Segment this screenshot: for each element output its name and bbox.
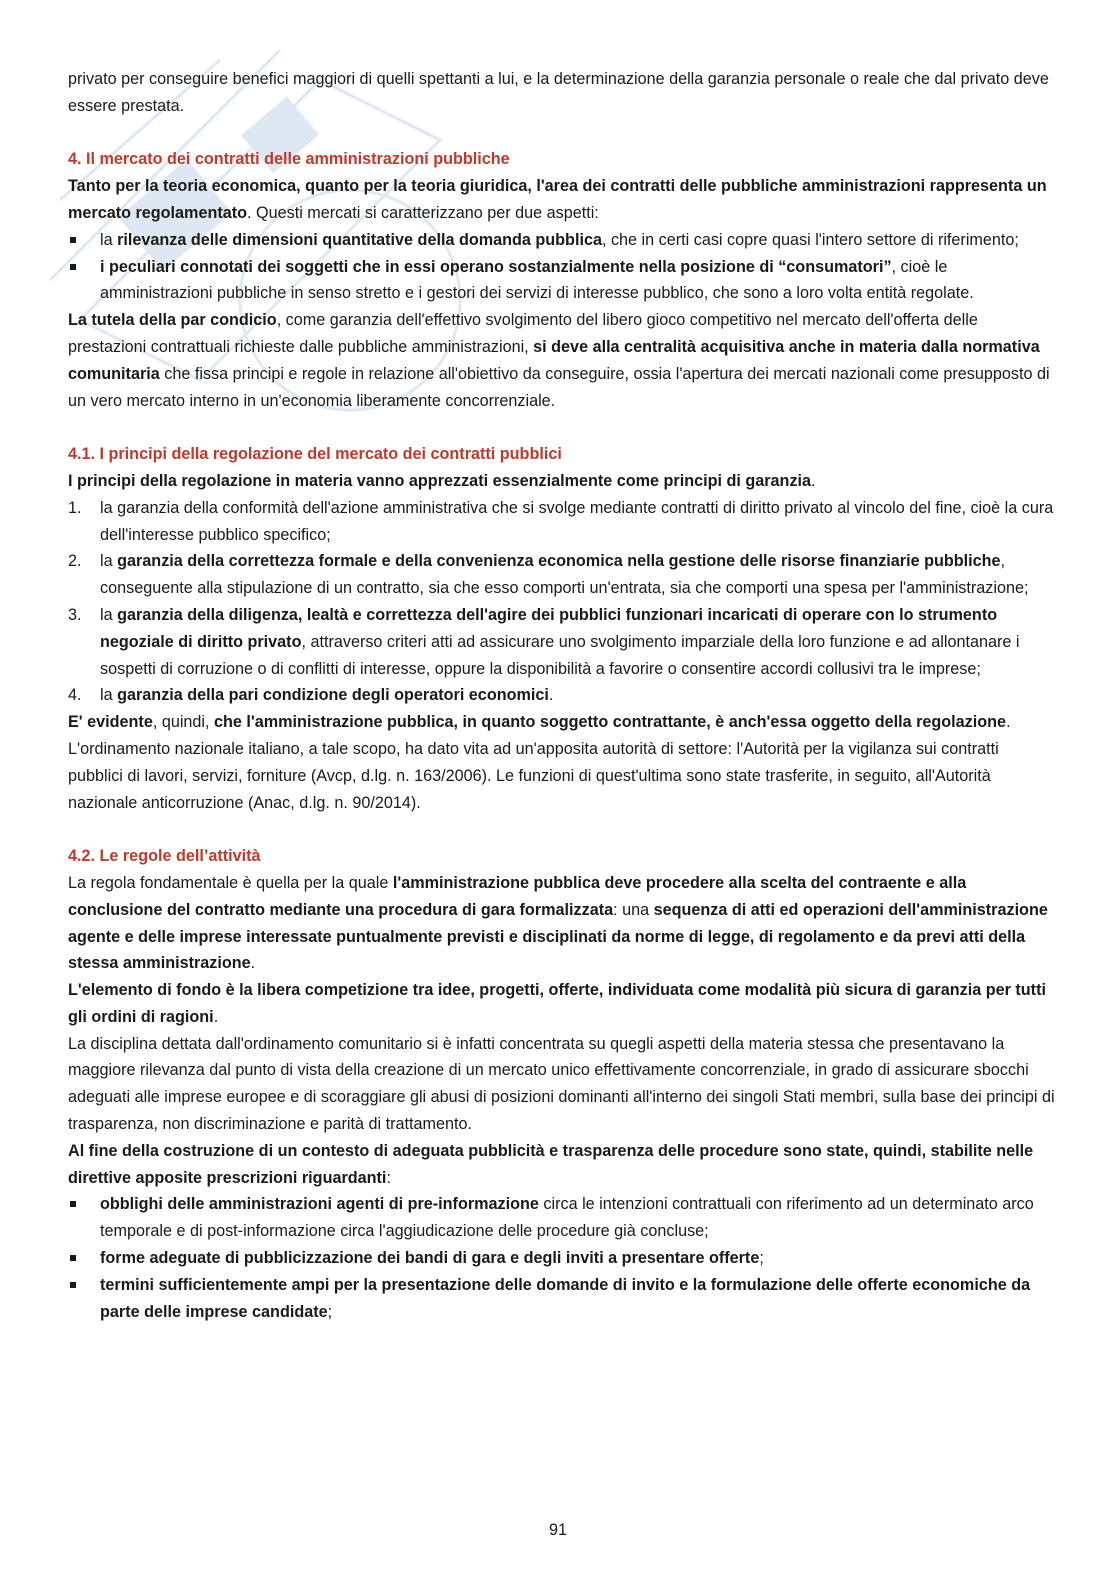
list-item-text: [100, 258, 974, 303]
section-4-heading: 4. Il mercato dei contratti delle amministrazioni pubbliche: [68, 150, 510, 169]
text-run: La regola fondamentale è quella per la quale: [68, 873, 393, 892]
list-item-text: [100, 1195, 1034, 1240]
bold-text-run: L'elemento di fondo è la libera competizione tra idee, progetti, offerte, individuata come modalità più sicura di garanzia per tutti gli ordini di ragioni: [68, 981, 1046, 1026]
section-4-1-numbered-list: [68, 495, 1058, 709]
square-bullet-icon: [70, 237, 76, 243]
list-item: [68, 1191, 1058, 1245]
bold-text-run: che l'amministrazione pubblica, in quanto soggetto contrattante, è anch'essa oggetto della regolazione: [214, 713, 1007, 732]
section-4-1-heading: 4.1. I principi della regolazione del mercato dei contratti pubblici: [68, 445, 562, 464]
text-run: : una: [613, 900, 654, 919]
text-run: , che in certi casi copre quasi l'intero settore di riferimento;: [601, 230, 1019, 249]
text-run: .: [250, 954, 256, 973]
list-item: [68, 254, 1058, 308]
text-run: , conseguente alla stipulazione di un contratto, sia che esso comporti un'entrata, sia che comporti una spesa per l'amministrazione;: [100, 552, 1029, 598]
list-item-text: [100, 231, 1019, 249]
list-item: [68, 1272, 1058, 1326]
page-number: 91: [548, 1521, 567, 1539]
list-item-text: [100, 606, 1020, 678]
text-run: . Questi mercati si caratterizzano per due aspetti:: [247, 203, 599, 222]
bold-text-run: obblighi delle amministrazioni agenti di pre-informazione: [100, 1195, 539, 1214]
bold-text-run: l'amministrazione pubblica deve procedere alla scelta del contraente e alla conclusione del contratto mediante una procedura di gara formalizzata: [68, 873, 967, 919]
text-run: , cioè le amministrazioni pubbliche in senso stretto e i gestori dei servizi di interesse pubblico, che sono a loro volta entità regolate.: [100, 257, 974, 303]
section-4-2-paragraph-2: [68, 977, 1058, 1031]
section-4-2-heading: 4.2. Le regole dell’attività: [68, 847, 261, 866]
bold-text-run: La tutela della par condicio: [68, 311, 277, 330]
section-4-2-paragraph-4: [68, 1138, 1058, 1192]
bold-text-run: garanzia della pari condizione degli operatori economici: [117, 686, 549, 705]
text-run: ;: [759, 1249, 764, 1268]
text-run: , attraverso criteri atti ad assicurare uno svolgimento imparziale della loro funzione e ad allontanare i sospetti di corruzione o di conflitti di interesse, oppure la disponibilità a favorire o consentire accordi collusivi tra le imprese;: [100, 632, 1020, 678]
list-item-text: [100, 499, 1053, 544]
list-item: [68, 548, 1058, 602]
list-item: [68, 602, 1058, 682]
text-run: la: [100, 605, 118, 624]
list-item: [68, 227, 1058, 254]
text-run: , come garanzia dell'effettivo svolgimento del libero gioco competitivo nel mercato dell'offerta delle prestazioni contrattuali richieste dalle pubbliche amministrazioni,: [68, 311, 978, 356]
list-item: [68, 682, 1058, 709]
list-number: 1.: [68, 498, 82, 517]
text-run: :: [386, 1168, 391, 1187]
section-4-1-paragraph-2: [68, 709, 1058, 816]
text-run: , quindi,: [152, 713, 215, 732]
list-item-text: [100, 1249, 764, 1267]
list-item-text: [100, 1276, 1030, 1321]
bold-text-run: sequenza di atti ed operazioni dell'amministrazione agente e delle imprese interessate puntualmente previsti e disciplinati da norme di legge, di regolamento e da previ atti della stessa amministrazione: [68, 900, 1048, 973]
list-number: 2.: [68, 552, 82, 571]
bold-text-run: Al fine della costruzione di un contesto di adeguata pubblicità e trasparenza delle procedure sono state, quindi, stabilite nelle direttive apposite prescrizioni riguardanti: [68, 1141, 1034, 1187]
bold-text-run: garanzia della correttezza formale e della convenienza economica nella gestione delle risorse finanziarie pubbliche: [117, 552, 1001, 571]
bold-text-run: I principi della regolazione in materia vanno apprezzati essenzialmente come principi di garanzia: [68, 471, 812, 490]
document-page: [68, 66, 1058, 1325]
bold-text-run: rilevanza delle dimensioni quantitative della domanda pubblica: [117, 230, 602, 249]
bold-text-run: forme adeguate di pubblicizzazione dei bandi di gara e degli inviti a presentare offerte: [100, 1249, 760, 1268]
section-4-2-bullet-list: [68, 1191, 1058, 1325]
bold-text-run: E' evidente: [68, 713, 153, 732]
text-run: la: [100, 686, 118, 705]
section-4-2-paragraph-3: [68, 1031, 1058, 1138]
section-4-1-paragraph-1: [68, 468, 1058, 495]
text-run: la garanzia della conformità dell'azione amministrativa che si svolge mediante contratti di diritto privato al vincolo del fine, cioè la cura dell'interesse pubblico specifico;: [100, 498, 1054, 544]
bold-text-run: Tanto per la teoria economica, quanto per la teoria giuridica, l'area dei contratti delle pubbliche amministrazioni rappresenta un mercato regolamentato: [68, 177, 1047, 222]
section-4-bullet-list: [68, 227, 1058, 307]
square-bullet-icon: [70, 1282, 76, 1288]
bold-text-run: termini sufficientemente ampi per la presentazione delle domande di invito e la formulazione delle offerte economiche da parte delle imprese candidate: [100, 1275, 1031, 1321]
text-run: la: [100, 230, 118, 249]
text-run: .: [548, 686, 554, 705]
square-bullet-icon: [70, 264, 76, 270]
text-run: .: [811, 471, 816, 490]
list-item-text: [100, 686, 553, 704]
section-4-paragraph-2: [68, 307, 1058, 414]
text-run: che fissa principi e regole in relazione all'obiettivo da conseguire, ossia l'apertura dei mercati nazionali come presupposto di un vero mercato interno in un'economia liberamente concorrenziale.: [68, 364, 1050, 410]
text-run: la: [100, 552, 118, 571]
list-number: 3.: [68, 605, 82, 624]
text-run: La disciplina dettata dall'ordinamento comunitario si è infatti concentrata su quegli aspetti della materia stessa che presentavano la maggiore rilevanza dal punto di vista della creazione di un mercato unico effettivamente concorrenziale, in grado di assicurare sbocchi adeguati alle imprese europee e di scoraggiare gli abusi di posizioni dominanti all'interno dei singoli Stati membri, sulla base dei principi di trasparenza, non discriminazione e parità di trattamento.: [68, 1034, 1055, 1134]
intro-paragraph: privato per conseguire benefici maggiori di quelli spettanti a lui, e la determinazione della garanzia personale o reale che dal privato deve essere prestata.: [68, 70, 1049, 115]
section-4-paragraph-1: [68, 173, 1058, 227]
list-number: 4.: [68, 686, 82, 705]
bold-text-run: i peculiari connotati dei soggetti che in essi operano sostanzialmente nella posizione di “consumatori”: [100, 257, 892, 276]
square-bullet-icon: [70, 1201, 76, 1207]
text-run: . L'ordinamento nazionale italiano, a tale scopo, ha dato vita ad un'apposita autorità di settore: l'Autorità per la vigilanza sui contratti pubblici di lavori, servizi, forniture (Avcp, d.lg. n. 163/2006). Le funzioni di quest'ultima sono state trasferite, in seguito, all'Autorità nazionale anticorruzione (Anac, d.lg. n. 90/2014).: [68, 713, 1011, 812]
list-item: [68, 1245, 1058, 1272]
section-4-2-paragraph-1: [68, 870, 1058, 977]
list-item-text: [100, 552, 1028, 597]
bold-text-run: si deve alla centralità acquisitiva anche in materia dalla normativa comunitaria: [68, 337, 1040, 383]
text-run: ;: [327, 1302, 333, 1321]
list-item: [68, 495, 1058, 549]
bold-text-run: garanzia della diligenza, lealtà e correttezza dell'agire dei pubblici funzionari incaricati di operare con lo strumento negoziale di diritto privato: [100, 605, 998, 651]
square-bullet-icon: [70, 1255, 76, 1261]
text-run: .: [213, 1007, 219, 1026]
text-run: circa le intenzioni contrattuali con riferimento ad un determinato arco temporale e di post-informazione circa l'aggiudicazione delle procedure già concluse;: [100, 1195, 1034, 1241]
